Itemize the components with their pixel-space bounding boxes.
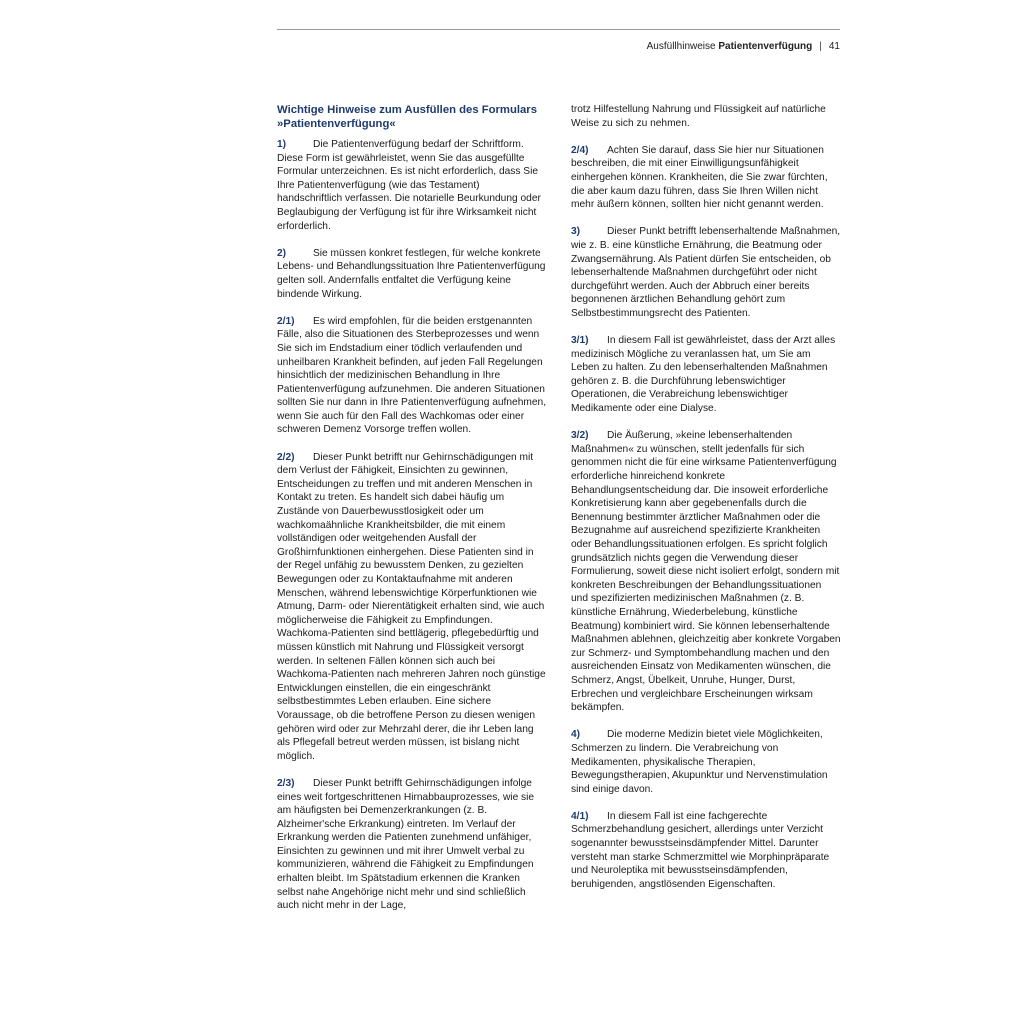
paragraph-2-4 xyxy=(571,144,841,212)
paragraph-1 xyxy=(277,138,547,233)
paragraph-2 xyxy=(277,247,547,301)
paragraph-text: Achten Sie darauf, dass Sie hier nur Situationen beschreiben, die mit einer Einwilligungsunfähigkeit einhergehen können. Krankheiten, die Sie zwar fürchten, die aber kaum dazu führen, dass Sie Ihren Willen nicht mehr äußern können, sollten hier nicht genannt werden. xyxy=(571,144,828,211)
item-number: 2/4) xyxy=(571,144,589,156)
item-number: 3) xyxy=(571,226,581,238)
paragraph-2-1 xyxy=(277,315,547,437)
item-number: 3/2) xyxy=(571,430,589,442)
item-number: 3/1) xyxy=(571,335,589,347)
paragraph-4-1 xyxy=(571,810,841,892)
item-number: 2/3) xyxy=(277,777,295,789)
paragraph-3-2 xyxy=(571,429,841,714)
paragraph-4 xyxy=(571,728,841,796)
header-title: Patientenverfügung xyxy=(718,41,813,52)
paragraph-text: Die Patientenverfügung bedarf der Schriftform. Diese Form ist gewährleistet, wenn Sie das ausgefüllte Formular unterzeichnen. Es ist nicht erforderlich, dass Sie Ihre Patientenverfügung (wie das Testament) handschriftlich verfassen. Die notarielle Beurkundung oder Beglaubigung der Verfügung ist für ihre Wirksamkeit nicht erforderlich. xyxy=(277,139,541,232)
paragraph-text: Dieser Punkt betrifft Gehirnschädigungen infolge eines weit fortgeschrittenen Hirnabbauprozesses, wie sie am häufigsten bei Demenzerkrankungen (z. B. Alzheimer'sche Erkrankung) eintreten. Im Verlauf der Erkrankung werden die Patienten zunehmend unfähiger, Einsichten zu gewinnen und mit ihrer Umwelt verbal zu kommunizieren, während die Fähigkeit zu Empfindungen erhalten bleibt. Im Spätstadium erkennen die Kranken selbst nahe Angehörige nicht mehr und sind schließlich auch nicht mehr in der Lage, xyxy=(277,777,535,912)
continued-paragraph xyxy=(571,103,841,130)
item-number: 2) xyxy=(277,247,287,259)
paragraph-text: Sie müssen konkret festlegen, für welche konkrete Lebens- und Behandlungssituation Ihre Patientenverfügung gelten soll. Andernfalls entfaltet die Verfügung keine bindende Wirkung. xyxy=(277,247,546,300)
left-column xyxy=(277,103,547,926)
right-column xyxy=(571,103,841,905)
page-number: 41 xyxy=(828,41,840,52)
heading-line-2: »Patientenverfügung« xyxy=(277,118,396,130)
paragraph-2-3 xyxy=(277,777,547,913)
paragraph-text: Es wird empfohlen, für die beiden erstgenannten Fälle, also die Situationen des Sterbeprozesses und wenn Sie sich im Endstadium einer tödlich verlaufenden und unheilbaren Krankheit befinden, auf jeden Fall Regelungen hinsichtlich der medizinischen Behandlung in Ihre Patientenverfügung aufzunehmen. Die anderen Situationen sollten Sie nur dann in Ihre Patientenverfügung aufnehmen, wenn Sie auch für den Fall des Wachkomas oder einer schweren Demenz Vorsorge treffen wollen. xyxy=(277,315,547,436)
section-heading xyxy=(277,103,547,131)
paragraph-text: In diesem Fall ist eine fachgerechte Schmerzbehandlung gesichert, allerdings unter Verzicht sogenannter bewusstseinsdämpfender Mittel. Darunter versteht man starke Schmerzmittel wie Morphinpräparate und Neuroleptika mit bewusstseinsdämpfenden, beruhigenden, angstlösenden Eigenschaften. xyxy=(571,810,830,890)
header-section: Ausfüllhinweise xyxy=(646,41,716,52)
paragraph-2-2 xyxy=(277,451,547,764)
paragraph-text: In diesem Fall ist gewährleistet, dass der Arzt alles medizinisch Mögliche zu veranlassen hat, um Sie am Leben zu halten. Zu den lebenserhaltenden Maßnahmen gehören z. B. die Durchführung lebenswichtiger Operationen, die Verabreichung lebenswichtiger Medikamente oder eine Dialyse. xyxy=(571,335,836,415)
item-number: 1) xyxy=(277,139,287,150)
heading-line-1: Wichtige Hinweise zum Ausfüllen des Formulars xyxy=(277,104,537,116)
running-header xyxy=(647,41,840,52)
paragraph-text: Die moderne Medizin bietet viele Möglichkeiten, Schmerzen zu lindern. Die Verabreichung von Medikamenten, physikalische Therapien, Bewegungstherapien, Akupunktur und Nervenstimulation sind einige davon. xyxy=(571,729,828,795)
paragraph-text: Die Äußerung, »keine lebenserhaltenden Maßnahmen« zu wünschen, stellt jedenfalls für sich genommen nicht die für eine wirksame Patientenverfügung erforderliche hinreichend konkrete Behandlungsentscheidung dar. Die insoweit erforderliche Konkretisierung kann aber gegebenenfalls durch die Benennung bestimmter ärztlicher Maßnahmen oder die Bezugnahme auf ausreichend spezifizierte Krankheiten oder Behandlungssituationen erfolgen. Es spricht folglich grundsätzlich nichts gegen die Verwendung dieser Formulierung, soweit diese nicht isoliert erfolgt, sondern mit konkreten Beschreibungen der Behandlungssituationen und spezifizierten medizinischen Maßnahmen (z. B. künstliche Ernährung, Wiederbelebung, künstliche Beatmung) kombiniert wird. Sie können lebenserhaltende Maßnahmen ablehnen, gleichzeitig aber konkrete Vorgaben zur Schmerz- und Symptombehandlung machen und den ausreichenden Einsatz von Medikamenten wünschen, die Schmerz, Angst, Übelkeit, Unruhe, Hunger, Durst, Erbrechen und vergleichbare Erscheinungen wirksam bekämpfen. xyxy=(571,430,841,714)
paragraph-3 xyxy=(571,225,841,320)
header-rule xyxy=(277,29,840,30)
paragraph-3-1 xyxy=(571,334,841,416)
item-number: 2/2) xyxy=(277,451,295,463)
paragraph-text: trotz Hilfestellung Nahrung und Flüssigkeit auf natürliche Weise zu sich zu nehmen. xyxy=(571,104,826,129)
paragraph-text: Dieser Punkt betrifft lebenserhaltende Maßnahmen, wie z. B. eine künstliche Ernährung, die Beatmung oder Zwangsernährung. Als Patient dürfen Sie entscheiden, ob lebenserhaltende Maßnahmen durchgeführt oder nicht durchgeführt werden. Auch der Abbruch einer bereits begonnenen ärztlichen Behandlung gehört zum Selbstbestimmungsrecht des Patienten. xyxy=(571,226,841,319)
item-number: 4/1) xyxy=(571,810,589,822)
item-number: 2/1) xyxy=(277,315,295,327)
header-separator: | xyxy=(819,41,822,52)
paragraph-text: Dieser Punkt betrifft nur Gehirnschädigungen mit dem Verlust der Fähigkeit, Einsichten zu gewinnen, Entscheidungen zu treffen und mit anderen Menschen in Kontakt zu treten. Es handelt sich dabei häufig um Zustände von Dauerbewusstlosigkeit oder um wachkomaähnliche Krankheitsbilder, die mit einem vollständigen oder weitgehenden Ausfall der Großhirnfunktionen einhergehen. Diese Patienten sind in der Regel unfähig zu bewusstem Denken, zu gezielten Bewegungen oder zu Kontaktaufnahme mit anderen Menschen, während lebenswichtige Körperfunktionen wie Atmung, Darm- oder Nierentätigkeit erhalten sind, wie auch möglicherweise die Fähigkeit zu Empfindungen. Wachkoma-Patienten sind bettlägerig, pflegebedürftig und müssen künstlich mit Nahrung und Flüssigkeit versorgt werden. In seltenen Fällen können sich auch bei Wachkoma-Patienten nach mehreren Jahren noch günstige Entwicklungen einstellen, die ein eingeschränkt selbstbestimmtes Leben erlauben. Eine sichere Voraussage, ob die betroffene Person zu diesen wenigen gehören wird oder zur Mehrzahl derer, die ihr Leben lang als Pflegefall betreut werden müssen, ist bislang nicht möglich. xyxy=(277,451,546,762)
item-number: 4) xyxy=(571,729,581,741)
